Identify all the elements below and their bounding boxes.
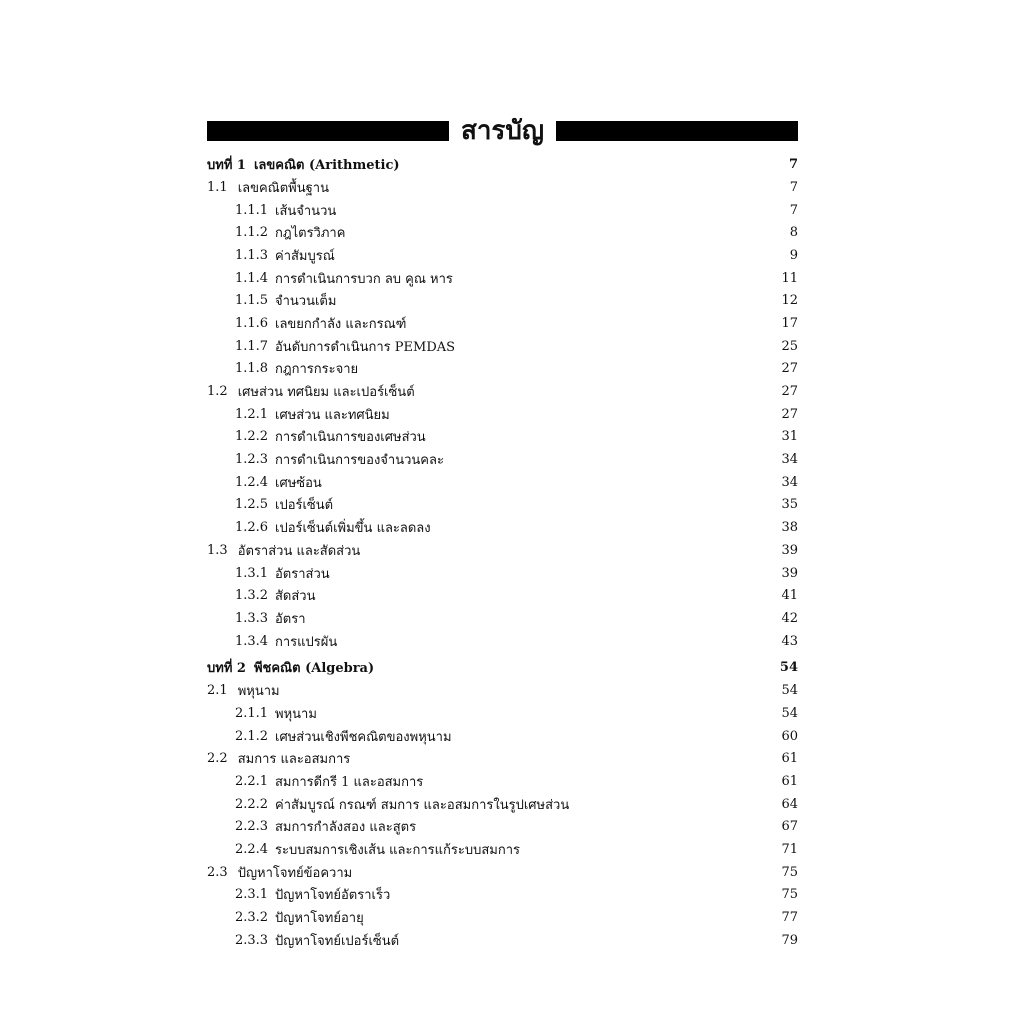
toc-entry-label <box>207 748 350 769</box>
toc-entry-number: 1.1.2 <box>235 225 269 241</box>
toc-entry-title: อัตราส่วน <box>275 566 330 582</box>
toc-entry-label <box>207 884 390 905</box>
toc-entry-number: 1.2.1 <box>235 406 269 422</box>
toc-entry-label <box>207 771 423 792</box>
toc-entry-label <box>207 907 364 928</box>
toc-entry-page: 77 <box>781 910 798 926</box>
toc-entry-label <box>207 726 452 747</box>
toc-entry-label <box>207 404 390 425</box>
toc-entry-label <box>207 631 337 652</box>
toc-subsection-row <box>207 884 798 907</box>
toc-subsection-row <box>207 199 798 222</box>
toc-chapter-row <box>207 655 798 679</box>
toc-entry-page: 38 <box>781 520 798 536</box>
toc-subsection-row <box>207 793 798 816</box>
toc-entry-title: เลขคณิต (Arithmetic) <box>253 157 400 173</box>
toc-entry-title: เลขยกกำลัง และกรณฑ์ <box>275 316 407 332</box>
toc-section-row <box>207 539 798 562</box>
toc-entry-page: 41 <box>781 588 798 604</box>
toc-entry-number: 2.2.3 <box>235 819 269 835</box>
toc-subsection-row <box>207 471 798 494</box>
toc-entry-number: 1.1.3 <box>235 247 269 263</box>
toc-entry-page: 8 <box>789 225 798 241</box>
toc-entry-number: 2.2.1 <box>235 774 269 790</box>
toc-entry-label <box>207 680 280 701</box>
toc-entry-number: 1.1.1 <box>235 202 269 218</box>
toc-entry-page: 7 <box>789 179 798 195</box>
toc-subsection-row <box>207 289 798 312</box>
toc-entry-page: 39 <box>781 542 798 558</box>
toc-entry-number: 1.2 <box>207 384 228 400</box>
toc-entry-label <box>207 154 400 175</box>
toc-entry-number: 2.3.1 <box>235 887 269 903</box>
toc-entry-label <box>207 494 333 515</box>
toc-entry-title: ปัญหาโจทย์เปอร์เซ็นต์ <box>275 933 400 949</box>
toc-entry-label <box>207 426 426 447</box>
toc-entry-number: 1.3.4 <box>235 633 269 649</box>
toc-entry-label <box>207 703 317 724</box>
toc-entry-label <box>207 862 352 883</box>
toc-entry-title: สมการกำลังสอง และสูตร <box>275 820 417 836</box>
toc-entry-title: จำนวนเต็ม <box>275 294 337 310</box>
toc-entry-number: 1.1.7 <box>235 338 269 354</box>
toc-subsection-row <box>207 335 798 358</box>
toc-subsection-row <box>207 584 798 607</box>
toc-entry-title: สมการ และอสมการ <box>237 752 351 768</box>
toc-entry-number: 1.3.1 <box>235 565 269 581</box>
toc-entry-number: 1.1.8 <box>235 361 269 377</box>
toc-entry-page: 9 <box>789 247 798 263</box>
toc-entry-number: 1.2.4 <box>235 474 269 490</box>
toc-subsection-row <box>207 312 798 335</box>
page-title: สารบัญ <box>460 116 545 146</box>
toc-entry-page: 27 <box>781 384 798 400</box>
toc-entry-page: 61 <box>781 774 798 790</box>
toc-subsection-row <box>207 448 798 471</box>
toc-entry-label <box>207 608 306 629</box>
toc-section-row <box>207 748 798 771</box>
toc-entry-title: เศษส่วน และทศนิยม <box>275 407 390 423</box>
toc-subsection-row <box>207 725 798 748</box>
toc-subsection-row <box>207 906 798 929</box>
toc-entry-label <box>207 563 330 584</box>
toc-subsection-row <box>207 494 798 517</box>
toc-entry-title: เส้นจำนวน <box>275 203 337 219</box>
toc-entry-label <box>207 268 453 289</box>
toc-subsection-row <box>207 929 798 952</box>
toc-entry-title: ปัญหาโจทย์อัตราเร็ว <box>275 888 391 904</box>
toc-entry-number: 1.2.6 <box>235 520 269 536</box>
toc-chapter-row <box>207 152 798 176</box>
toc-entry-title: อัตรา <box>275 611 306 627</box>
toc-entry-number: 2.1 <box>207 683 228 699</box>
toc-entry-label <box>207 839 520 860</box>
toc-entry-page: 34 <box>781 452 798 468</box>
toc-entry-number: 1.1.4 <box>235 270 269 286</box>
toc-entry-title: การดำเนินการของจำนวนคละ <box>275 453 444 469</box>
toc-entry-page: 7 <box>788 156 798 172</box>
toc-entry-page: 79 <box>781 932 798 948</box>
toc-entry-number: 1.1.5 <box>235 293 269 309</box>
toc-entry-page: 27 <box>781 361 798 377</box>
toc-entry-number: 1.3.3 <box>235 610 269 626</box>
toc-entry-title: พหุนาม <box>237 684 280 700</box>
toc-entry-label <box>207 290 336 311</box>
toc-entry-label <box>207 930 399 951</box>
toc-subsection-row <box>207 221 798 244</box>
toc-entry-label <box>207 540 360 561</box>
toc-entry-page: 54 <box>781 683 798 699</box>
toc-entry-title: การแปรผัน <box>275 634 338 650</box>
toc-entry-title: เศษส่วนเชิงพีชคณิตของพหุนาม <box>275 729 452 745</box>
toc-entry-title: ค่าสัมบูรณ์ กรณฑ์ สมการ และอสมการในรูปเศษส่วน <box>275 797 570 813</box>
heading-bar-left <box>207 121 449 141</box>
toc-section-row <box>207 679 798 702</box>
toc-entry-page: 67 <box>781 819 798 835</box>
toc-section-row <box>207 176 798 199</box>
toc-entry-title: เปอร์เซ็นต์ <box>275 498 334 514</box>
toc-entry-title: อันดับการดำเนินการ PEMDAS <box>275 339 456 355</box>
toc-entry-page: 75 <box>781 887 798 903</box>
toc-entry-number: 1.2.2 <box>235 429 269 445</box>
table-of-contents <box>207 152 798 952</box>
toc-entry-title: พีชคณิต (Algebra) <box>253 660 375 676</box>
toc-entry-page: 27 <box>781 406 798 422</box>
toc-entry-title: ค่าสัมบูรณ์ <box>275 248 335 264</box>
toc-entry-label <box>207 794 569 815</box>
toc-entry-page: 60 <box>781 728 798 744</box>
toc-entry-page: 54 <box>781 705 798 721</box>
toc-entry-title: กฎการกระจาย <box>275 362 359 378</box>
toc-entry-number: 1.3 <box>207 542 228 558</box>
toc-entry-number: 1.1 <box>207 179 228 195</box>
toc-entry-label <box>207 200 336 221</box>
toc-entry-number: 1.3.2 <box>235 588 269 604</box>
toc-subsection-row <box>207 816 798 839</box>
heading-bar-right <box>556 121 798 141</box>
toc-subsection-row <box>207 702 798 725</box>
toc-entry-number: 2.2.2 <box>235 796 269 812</box>
toc-entry-title: สัดส่วน <box>275 589 316 605</box>
toc-entry-label <box>207 449 444 470</box>
toc-entry-title: กฎไตรวิภาค <box>275 226 346 242</box>
toc-subsection-row <box>207 630 798 653</box>
toc-entry-label <box>207 358 358 379</box>
toc-entry-number: 2.2 <box>207 751 228 767</box>
toc-entry-title: สมการดีกรี 1 และอสมการ <box>275 775 424 791</box>
toc-heading <box>207 116 798 146</box>
toc-entry-number: 2.3.2 <box>235 910 269 926</box>
toc-entry-title: เปอร์เซ็นต์เพิ่มขึ้น และลดลง <box>275 521 431 537</box>
toc-subsection-row <box>207 516 798 539</box>
toc-subsection-row <box>207 358 798 381</box>
toc-entry-page: 39 <box>781 565 798 581</box>
toc-entry-page: 42 <box>781 610 798 626</box>
toc-entry-page: 17 <box>781 315 798 331</box>
toc-entry-title: เศษส่วน ทศนิยม และเปอร์เซ็นต์ <box>237 385 415 401</box>
toc-entry-title: เลขคณิตพื้นฐาน <box>237 180 329 196</box>
toc-entry-page: 71 <box>781 842 798 858</box>
toc-entry-title: เศษซ้อน <box>275 475 322 491</box>
toc-entry-label <box>207 381 415 402</box>
toc-entry-title: พหุนาม <box>275 706 317 722</box>
toc-entry-label <box>207 313 406 334</box>
toc-entry-number: 2.3.3 <box>235 932 269 948</box>
toc-entry-page: 35 <box>781 497 798 513</box>
toc-entry-label <box>207 245 335 266</box>
toc-entry-page: 25 <box>781 338 798 354</box>
toc-entry-number: 1.2.3 <box>235 452 269 468</box>
toc-entry-number: บทที่ 1 <box>207 157 246 173</box>
toc-section-row <box>207 380 798 403</box>
toc-entry-title: การดำเนินการของเศษส่วน <box>275 430 426 446</box>
toc-entry-title: อัตราส่วน และสัดส่วน <box>237 543 361 559</box>
toc-subsection-row <box>207 838 798 861</box>
toc-subsection-row <box>207 426 798 449</box>
toc-entry-title: ระบบสมการเชิงเส้น และการแก้ระบบสมการ <box>275 843 520 859</box>
toc-entry-page: 34 <box>781 474 798 490</box>
toc-entry-page: 7 <box>789 202 798 218</box>
toc-subsection-row <box>207 403 798 426</box>
toc-entry-number: 2.1.2 <box>235 728 269 744</box>
toc-entry-number: 1.1.6 <box>235 315 269 331</box>
toc-entry-number: 2.1.1 <box>235 705 269 721</box>
toc-entry-label <box>207 657 374 678</box>
toc-entry-number: 2.2.4 <box>235 842 269 858</box>
toc-subsection-row <box>207 607 798 630</box>
toc-entry-label <box>207 517 431 538</box>
toc-subsection-row <box>207 770 798 793</box>
toc-entry-title: การดำเนินการบวก ลบ คูณ หาร <box>275 271 453 287</box>
toc-section-row <box>207 861 798 884</box>
toc-entry-page: 12 <box>781 293 798 309</box>
toc-entry-page: 61 <box>781 751 798 767</box>
toc-entry-page: 75 <box>781 864 798 880</box>
toc-entry-page: 11 <box>781 270 798 286</box>
toc-entry-label <box>207 816 416 837</box>
toc-entry-number: 1.2.5 <box>235 497 269 513</box>
toc-entry-label <box>207 585 316 606</box>
toc-entry-label <box>207 472 322 493</box>
toc-entry-label <box>207 177 329 198</box>
toc-entry-label <box>207 336 455 357</box>
toc-subsection-row <box>207 244 798 267</box>
toc-subsection-row <box>207 267 798 290</box>
toc-entry-number: 2.3 <box>207 864 228 880</box>
toc-entry-label <box>207 222 345 243</box>
toc-entry-title: ปัญหาโจทย์ข้อความ <box>237 865 353 881</box>
toc-entry-page: 31 <box>781 429 798 445</box>
toc-entry-title: ปัญหาโจทย์อายุ <box>275 911 364 927</box>
toc-entry-number: บทที่ 2 <box>207 660 246 676</box>
toc-entry-page: 43 <box>781 633 798 649</box>
toc-entry-page: 54 <box>779 659 798 675</box>
toc-entry-page: 64 <box>781 796 798 812</box>
toc-subsection-row <box>207 562 798 585</box>
